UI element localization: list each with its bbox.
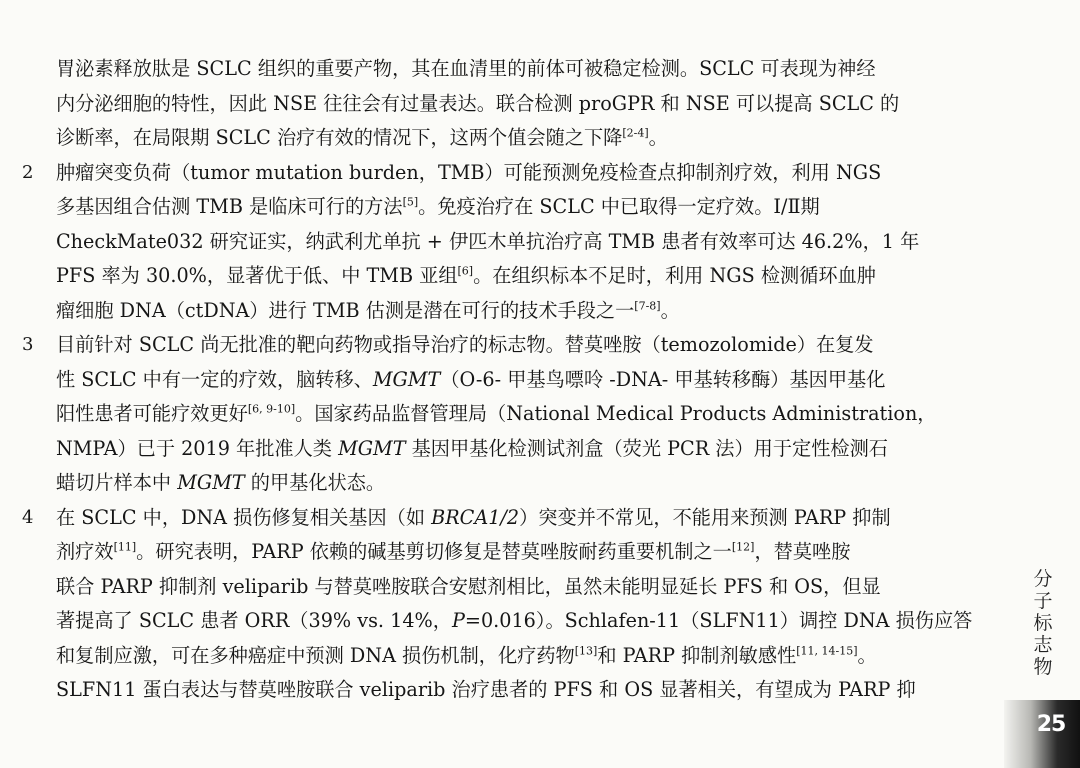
text-run: 剂疗效 — [56, 540, 114, 563]
paragraph-1-continued — [22, 52, 994, 156]
text-run: 。研究表明，PARP 依赖的碱基剪切修复是替莫唑胺耐药重要机制之一 — [136, 540, 732, 563]
side-label-char: 分 — [1033, 568, 1053, 590]
text-line — [56, 121, 994, 156]
text-run: 多基因组合估测 TMB 是临床可行的方法 — [56, 195, 403, 218]
paragraph-2 — [22, 156, 994, 329]
text-line — [56, 501, 994, 536]
gene-name: BRCA1/2 — [431, 505, 520, 529]
citation: [11] — [113, 540, 137, 554]
gene-name: MGMT — [177, 471, 245, 494]
citation: [2-4] — [622, 126, 649, 140]
text-run: 。 — [857, 643, 877, 667]
gene-name: MGMT — [338, 436, 406, 460]
body-text — [22, 52, 994, 708]
citation: [11, 14-15] — [796, 644, 858, 658]
text-run: NMPA）已于 2019 年批准人类 — [56, 436, 339, 460]
text-line — [56, 363, 994, 398]
text-line: 目前针对 SCLC 尚无批准的靶向药物或指导治疗的标志物。替莫唑胺（temozolomide）在复发 — [56, 333, 874, 356]
text-run: 。在组织标本不足时，利用 NGS 检测循环血肿 — [473, 264, 876, 287]
text-run: 。免疫治疗在 SCLC 中已取得一定疗效。Ⅰ/Ⅱ期 — [418, 195, 820, 218]
text-line — [56, 639, 994, 674]
text-line — [56, 190, 994, 225]
text-line: 内分泌细胞的特性，因此 NSE 往往会有过量表达。联合检测 proGPR 和 NSE 可以提高 SCLC 的 — [56, 91, 900, 115]
side-label-char: 物 — [1033, 656, 1053, 678]
citation: [5] — [402, 195, 419, 209]
p-value-symbol: P — [451, 609, 465, 632]
citation: [6, 9-10] — [247, 402, 296, 416]
text-run: 性 SCLC 中有一定的疗效，脑转移、 — [56, 367, 373, 391]
text-line — [56, 535, 994, 570]
text-run: 蜡切片样本中 — [56, 471, 178, 494]
item-number: 3 — [22, 334, 34, 355]
text-run: 诊断率，在局限期 SCLC 治疗有效的情况下，这两个值会随之下降 — [56, 126, 623, 149]
item-number: 4 — [22, 506, 34, 528]
text-run: 。国家药品监督管理局（National Medical Products Administration， — [295, 402, 937, 425]
text-run: 。 — [648, 126, 668, 149]
text-run: =0.016）。Schlafen-11（SLFN11）调控 DNA 损伤应答 — [464, 609, 973, 632]
text-run: （O-6- 甲基鸟嘌呤 -DNA- 甲基转移酶）基因甲基化 — [440, 367, 886, 391]
text-line: 联合 PARP 抑制剂 veliparib 与替莫唑胺联合安慰剂相比，虽然未能明显延长 PFS 和 OS，但显 — [56, 574, 881, 598]
text-run: ）突变并不常见，不能用来预测 PARP 抑制 — [519, 505, 891, 529]
text-line: SLFN11 蛋白表达与替莫唑胺联合 veliparib 治疗患者的 PFS 和 OS 显著相关，有望成为 PARP 抑 — [56, 678, 916, 701]
text-run: 和 PARP 抑制剂敏感性 — [597, 643, 797, 667]
side-label-char: 子 — [1033, 590, 1053, 612]
citation: [7-8] — [634, 299, 661, 313]
text-run: 在 SCLC 中，DNA 损伤修复相关基因（如 — [56, 505, 432, 529]
page-number: 25 — [1036, 712, 1066, 737]
text-line: CheckMate032 研究证实，纳武利尤单抗 + 伊匹木单抗治疗高 TMB 患者有效率可达 46.2%，1 年 — [56, 229, 920, 253]
text-run: 和复制应激，可在多种癌症中预测 DNA 损伤机制，化疗药物 — [56, 643, 575, 667]
citation: [6] — [457, 264, 474, 278]
text-run: PFS 率为 30.0%，显著优于低、中 TMB 亚组 — [56, 264, 458, 287]
text-line: 胃泌素释放肽是 SCLC 组织的重要产物，其在血清里的前体可被稳定检测。SCLC 可表现为神经 — [56, 57, 876, 80]
text-line: 肿瘤突变负荷（tumor mutation burden，TMB）可能预测免疫检查点抑制剂疗效，利用 NGS — [56, 160, 882, 184]
text-run: 。 — [660, 298, 680, 322]
text-run: 的甲基化状态。 — [244, 471, 386, 494]
gene-name: MGMT — [372, 367, 441, 391]
text-run: 阳性患者可能疗效更好 — [56, 402, 248, 425]
text-line — [56, 397, 994, 432]
text-run: ，替莫唑胺 — [754, 540, 851, 563]
chapter-side-label — [1030, 568, 1056, 678]
citation: [12] — [731, 540, 755, 554]
item-number: 2 — [22, 161, 34, 183]
text-run: 著提高了 SCLC 患者 ORR（39% vs. 14%， — [56, 609, 452, 632]
text-run: 基因甲基化检测试剂盒（荧光 PCR 法）用于定性检测石 — [405, 436, 888, 460]
paragraph-4 — [22, 501, 994, 708]
text-run: 瘤细胞 DNA（ctDNA）进行 TMB 估测是潜在可行的技术手段之一 — [56, 298, 635, 322]
text-line — [56, 604, 994, 639]
side-label-char: 志 — [1033, 634, 1053, 656]
side-label-char: 标 — [1033, 612, 1053, 634]
text-line — [56, 259, 994, 294]
text-line — [56, 432, 994, 467]
paragraph-3 — [22, 328, 994, 501]
text-line — [56, 466, 994, 501]
citation: [13] — [574, 644, 598, 658]
text-line — [56, 294, 994, 329]
